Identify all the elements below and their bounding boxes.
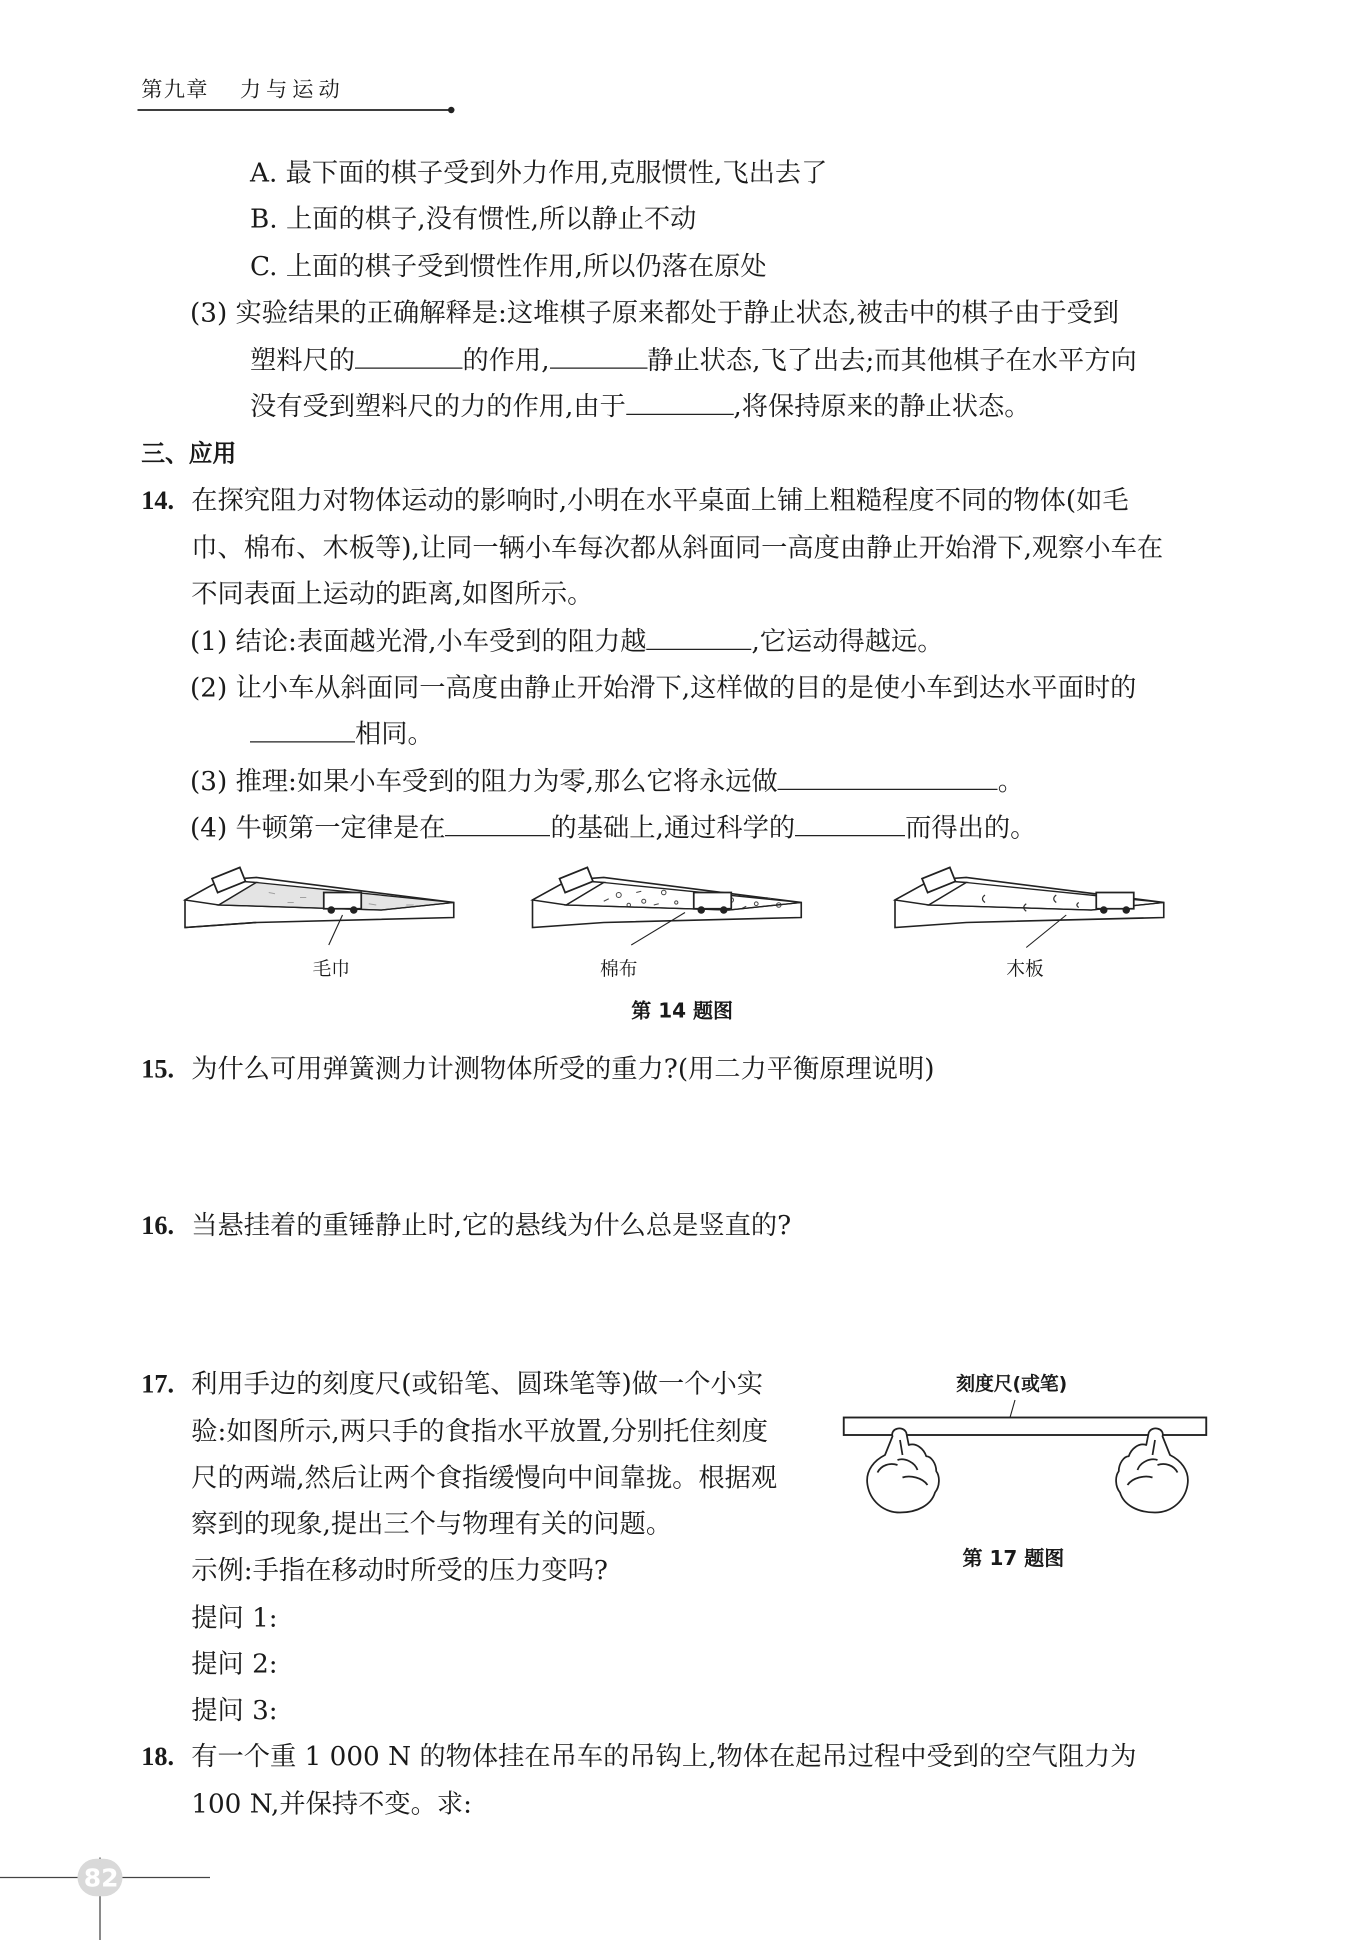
q17-line3: 尺的两端,然后让两个食指缓慢向中间靠拢。根据观: [191, 1462, 778, 1493]
answer-blank[interactable]: [550, 343, 648, 369]
q14-line2: 巾、棉布、木板等),让同一辆小车每次都从斜面同一高度由静止开始滑下,观察小车在: [191, 532, 1164, 563]
q17-ask2: 提问 2:: [191, 1648, 278, 1679]
q16: 16. 当悬挂着的重锤静止时,它的悬线为什么总是竖直的?: [141, 1208, 791, 1243]
option-a: A. 最下面的棋子受到外力作用,克服惯性,飞出去了: [250, 157, 828, 188]
answer-blank[interactable]: [250, 716, 355, 742]
q17-ask3: 提问 3:: [191, 1695, 278, 1725]
chapter-header: [141, 73, 345, 108]
option-b: B. 上面的棋子,没有惯性,所以静止不动: [250, 203, 697, 234]
q14-label-towel: 毛巾: [312, 957, 351, 980]
question-number: 17.: [141, 1368, 175, 1399]
answer-blank[interactable]: [795, 810, 905, 836]
q13-part3-line2: 塑料尺的 的作用, 静止状态,飞了出去;而其他棋子在水平方向: [250, 343, 1137, 378]
q17-figure-label: 刻度尺(或笔): [956, 1372, 1068, 1395]
left-hand-icon: [867, 1428, 939, 1512]
q14-figure-caption: 第 14 题图: [631, 998, 734, 1023]
section-heading: 三、应用: [141, 440, 237, 468]
q17-figure-ruler-hands: [840, 1398, 1215, 1536]
q17-line4: 察到的现象,提出三个与物理有关的问题。: [191, 1508, 673, 1539]
answer-blank[interactable]: [446, 810, 551, 836]
q14-label-board: 木板: [1006, 957, 1044, 980]
q14-figure-board: [891, 868, 1179, 956]
answer-blank[interactable]: [626, 389, 734, 415]
q17-line1: 17. 利用手边的刻度尺(或铅笔、圆珠笔等)做一个小实: [141, 1366, 763, 1401]
q15: 15. 为什么可用弹簧测力计测物体所受的重力?(用二力平衡原理说明): [141, 1051, 934, 1086]
q13-part3-line3: 没有受到塑料尺的力的作用,由于 ,将保持原来的静止状态。: [250, 389, 1030, 424]
question-number: 14.: [141, 485, 175, 515]
chapter-title: 力与运动: [239, 77, 345, 103]
answer-blank[interactable]: [355, 343, 463, 369]
option-c: C. 上面的棋子受到惯性作用,所以仍落在原处: [250, 251, 767, 282]
q14-line1: 14. 在探究阻力对物体运动的影响时,小明在水平桌面上铺上粗糙程度不同的物体(如毛: [141, 483, 1128, 518]
q14-line3: 不同表面上运动的距离,如图所示。: [191, 578, 594, 609]
q14-part3: (3) 推理:如果小车受到的阻力为零,那么它将永远做 。: [190, 764, 1024, 799]
q14-part2-line1: (2) 让小车从斜面同一高度由静止开始滑下,这样做的目的是使小车到达水平面时的: [190, 672, 1137, 703]
q13-part3-line1: (3) 实验结果的正确解释是:这堆棋子原来都处于静止状态,被击中的棋子由于受到: [190, 297, 1119, 328]
page-number: 82: [83, 1862, 119, 1893]
right-hand-icon: [1116, 1428, 1188, 1512]
q14-figure-towel: [181, 868, 469, 956]
q18-line2: 100 N,并保持不变。求:: [191, 1788, 472, 1819]
q18-line1: 18. 有一个重 1 000 N 的物体挂在吊车的吊钩上,物体在起吊过程中受到的空气阻力为: [141, 1739, 1136, 1774]
header-rule: [138, 105, 463, 115]
q14-figure-cotton: [529, 868, 817, 956]
q14-label-cotton: 棉布: [600, 957, 638, 980]
q17-figure-caption: 第 17 题图: [962, 1546, 1065, 1570]
q14-part2-line2: 相同。: [250, 716, 434, 751]
q17-line2: 验:如图所示,两只手的食指水平放置,分别托住刻度: [191, 1416, 769, 1447]
answer-blank[interactable]: [778, 764, 998, 790]
question-number: 18.: [141, 1741, 175, 1772]
question-number: 15.: [141, 1053, 175, 1084]
question-number: 16.: [141, 1210, 175, 1240]
q17-ask1: 提问 1:: [191, 1602, 278, 1633]
chapter-number: 第九章: [141, 77, 209, 103]
q14-part4: (4) 牛顿第一定律是在 的基础上,通过科学的 而得出的。: [190, 810, 1036, 845]
q17-example: 示例:手指在移动时所受的压力变吗?: [191, 1555, 608, 1585]
answer-blank[interactable]: [646, 624, 751, 650]
q14-part1: (1) 结论:表面越光滑,小车受到的阻力越 ,它运动得越远。: [190, 624, 944, 659]
